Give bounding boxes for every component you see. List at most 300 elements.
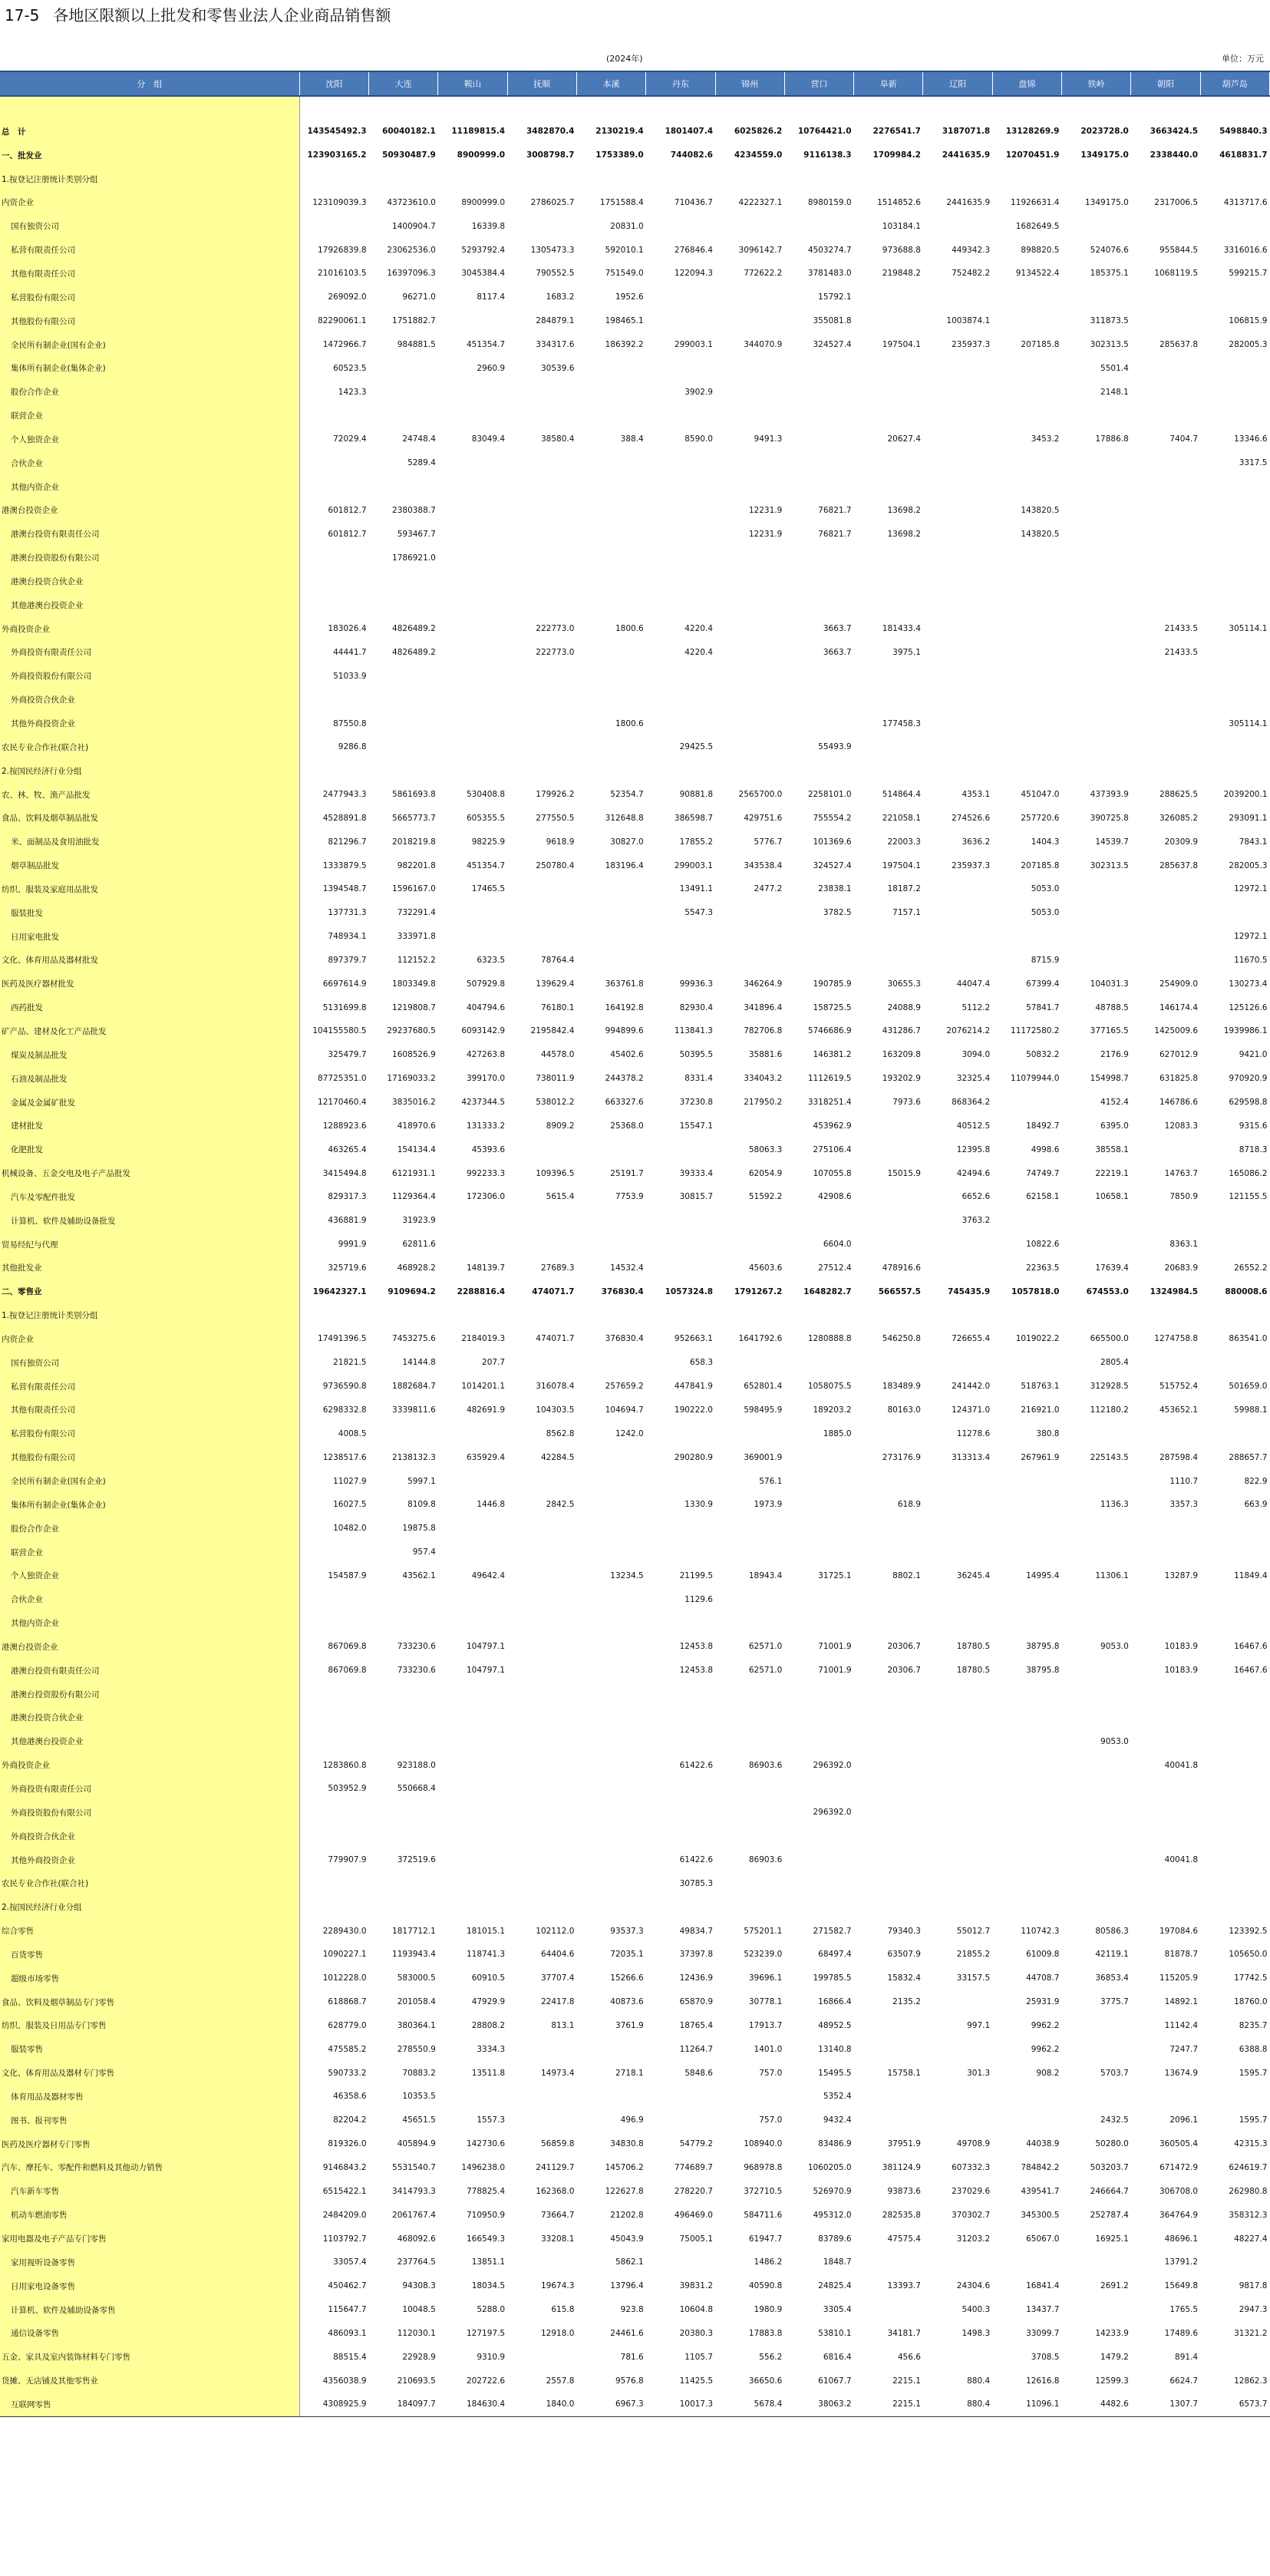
table-cell: 5501.4 xyxy=(1100,363,1129,373)
table-cell: 9962.2 xyxy=(1031,2044,1060,2054)
table-cell: 30539.6 xyxy=(540,363,575,373)
table-cell xyxy=(784,356,853,380)
column-header-city: 锦州 xyxy=(715,71,784,96)
table-cell: 325719.6 xyxy=(328,1263,367,1273)
row-label: 其他有限责任公司 xyxy=(0,1399,299,1422)
table-cell: 992233.3 xyxy=(467,1168,506,1178)
table-cell xyxy=(438,1753,507,1777)
table-cell: 285637.8 xyxy=(1159,860,1199,870)
table-cell xyxy=(299,1303,368,1327)
table-cell: 1765.5 xyxy=(1169,2305,1199,2315)
table-cell: 262980.8 xyxy=(1229,2186,1268,2196)
table-cell: 3096142.7 xyxy=(738,245,783,255)
table-cell xyxy=(715,167,784,191)
table-cell xyxy=(784,380,853,404)
table-cell xyxy=(646,167,715,191)
table-cell xyxy=(992,1091,1061,1115)
table-cell: 503203.7 xyxy=(1090,2162,1129,2172)
table-cell: 217950.2 xyxy=(744,1098,783,1108)
column-header-city: 葫芦岛 xyxy=(1200,71,1269,96)
table-cell xyxy=(507,499,576,523)
table-cell: 2338440.0 xyxy=(1150,150,1199,160)
table-cell: 199785.5 xyxy=(813,1973,852,1983)
table-cell: 59988.1 xyxy=(1234,1405,1268,1415)
table-cell xyxy=(646,1706,715,1730)
row-label: 外商投资有限责任公司 xyxy=(0,1777,299,1801)
table-cell: 22417.8 xyxy=(540,1997,575,2007)
table-cell xyxy=(1131,1871,1200,1895)
table-cell: 778825.4 xyxy=(467,2186,506,2196)
table-cell: 123903165.2 xyxy=(307,150,367,160)
table-cell xyxy=(784,759,853,783)
table-cell xyxy=(992,404,1061,428)
table-cell xyxy=(1131,356,1200,380)
table-row xyxy=(0,120,1270,144)
table-cell xyxy=(923,1683,992,1706)
table-cell: 880008.6 xyxy=(1225,1286,1268,1296)
table-cell: 49834.7 xyxy=(679,1926,713,1936)
table-cell xyxy=(1061,2298,1130,2322)
table-cell xyxy=(715,641,784,665)
table-cell: 145706.2 xyxy=(605,2162,644,2172)
table-cell: 7753.9 xyxy=(615,1192,644,1202)
table-cell: 593467.7 xyxy=(397,529,436,539)
table-cell: 43562.1 xyxy=(402,1570,436,1580)
table-row xyxy=(0,759,1270,783)
table-cell: 346264.9 xyxy=(744,979,783,989)
table-cell xyxy=(438,1777,507,1801)
table-cell: 108940.0 xyxy=(744,2139,783,2149)
table-cell xyxy=(1061,214,1130,238)
table-cell xyxy=(1061,688,1130,712)
table-cell xyxy=(299,1706,368,1730)
table-cell: 17913.7 xyxy=(748,2020,783,2030)
table-cell: 5776.7 xyxy=(754,837,783,847)
table-cell xyxy=(854,1209,923,1233)
table-cell: 1801407.4 xyxy=(665,127,713,137)
table-cell xyxy=(923,475,992,499)
table-cell: 1751882.7 xyxy=(392,316,436,326)
table-cell xyxy=(854,1517,923,1541)
table-cell xyxy=(507,1683,576,1706)
table-cell xyxy=(1131,1611,1200,1635)
table-cell: 745435.9 xyxy=(948,1286,991,1296)
table-cell: 1479.2 xyxy=(1100,2352,1129,2362)
table-cell xyxy=(854,2085,923,2109)
table-cell: 733230.6 xyxy=(397,1642,436,1652)
table-cell: 57841.7 xyxy=(1026,1002,1060,1012)
table-cell xyxy=(646,309,715,333)
table-cell: 96271.0 xyxy=(402,292,436,302)
table-cell: 1105.7 xyxy=(684,2352,713,2362)
table-cell: 376830.4 xyxy=(605,1334,644,1344)
table-cell xyxy=(923,2345,992,2369)
table-cell: 45651.5 xyxy=(402,2115,436,2125)
table-cell: 333971.8 xyxy=(397,932,436,942)
table-cell xyxy=(923,877,992,901)
table-cell: 50832.2 xyxy=(1026,1050,1060,1060)
table-cell xyxy=(646,475,715,499)
table-cell xyxy=(923,1541,992,1564)
table-cell: 3708.5 xyxy=(1031,2352,1060,2362)
table-cell: 344070.9 xyxy=(744,340,783,350)
table-cell: 1514852.6 xyxy=(877,197,921,207)
table-cell: 390725.8 xyxy=(1090,813,1129,823)
table-cell xyxy=(438,96,507,120)
table-cell xyxy=(1061,735,1130,759)
table-cell: 197504.1 xyxy=(882,340,921,350)
table-cell: 11096.1 xyxy=(1026,2399,1060,2409)
table-cell: 1068119.5 xyxy=(1154,269,1199,279)
table-cell: 25931.9 xyxy=(1026,1997,1060,2007)
table-cell xyxy=(438,499,507,523)
table-cell: 65870.9 xyxy=(679,1997,713,2007)
table-row xyxy=(0,1943,1270,1967)
table-cell xyxy=(715,1777,784,1801)
table-row xyxy=(0,1114,1270,1138)
table-cell xyxy=(992,356,1061,380)
table-cell xyxy=(1200,1422,1269,1445)
table-row xyxy=(0,356,1270,380)
table-cell: 16467.6 xyxy=(1234,1666,1268,1676)
table-cell xyxy=(507,451,576,475)
table-row xyxy=(0,593,1270,617)
table-cell xyxy=(923,1990,992,2014)
table-cell: 67399.4 xyxy=(1026,979,1060,989)
table-cell xyxy=(784,214,853,238)
table-cell: 17883.8 xyxy=(748,2328,783,2338)
table-cell xyxy=(646,1683,715,1706)
table-cell: 278550.9 xyxy=(397,2044,436,2054)
table-cell: 82204.2 xyxy=(333,2115,367,2125)
table-cell: 12231.9 xyxy=(748,505,783,515)
table-row xyxy=(0,1399,1270,1422)
row-label: 外商投资企业 xyxy=(0,617,299,641)
table-cell xyxy=(507,1848,576,1872)
table-cell: 9991.9 xyxy=(338,1240,367,1250)
table-cell: 44047.4 xyxy=(956,979,991,989)
table-cell: 3334.3 xyxy=(477,2044,506,2054)
table-cell: 61067.7 xyxy=(818,2376,852,2386)
table-cell xyxy=(715,1825,784,1848)
table-cell: 10658.1 xyxy=(1095,1192,1129,1202)
table-cell: 829317.3 xyxy=(328,1192,367,1202)
table-cell: 4313717.6 xyxy=(1223,197,1268,207)
table-cell: 17926839.8 xyxy=(318,245,367,255)
table-cell xyxy=(992,759,1061,783)
sales-table xyxy=(0,71,1270,2416)
table-cell: 1219808.7 xyxy=(392,1002,436,1012)
table-cell xyxy=(1061,593,1130,617)
table-cell: 1753389.0 xyxy=(595,150,644,160)
table-cell: 474071.7 xyxy=(536,1334,575,1344)
table-cell: 93873.6 xyxy=(887,2186,921,2196)
table-row xyxy=(0,1587,1270,1611)
table-cell xyxy=(369,688,438,712)
table-cell: 276846.4 xyxy=(674,245,713,255)
table-header-row xyxy=(0,71,1270,96)
table-cell: 13698.2 xyxy=(887,529,921,539)
table-cell xyxy=(1131,1683,1200,1706)
table-cell: 30778.1 xyxy=(748,1997,783,2007)
table-cell: 148139.7 xyxy=(467,1263,506,1273)
column-header-city: 朝阳 xyxy=(1131,71,1200,96)
table-cell xyxy=(507,404,576,428)
table-cell: 5746686.9 xyxy=(807,1026,852,1036)
table-cell: 29237680.5 xyxy=(387,1026,436,1036)
table-cell: 2718.1 xyxy=(615,2068,644,2078)
table-cell xyxy=(992,1209,1061,1233)
row-label: 烟草制品批发 xyxy=(0,854,299,877)
table-row xyxy=(0,1351,1270,1375)
table-cell xyxy=(784,546,853,570)
row-label: 港澳台投资有限责任公司 xyxy=(0,522,299,546)
table-cell xyxy=(715,1587,784,1611)
table-cell xyxy=(369,664,438,688)
table-cell xyxy=(923,570,992,593)
column-header-city: 抚顺 xyxy=(507,71,576,96)
table-cell: 42119.1 xyxy=(1095,1950,1129,1960)
table-cell: 4220.4 xyxy=(684,624,713,634)
table-cell: 6395.0 xyxy=(1100,1121,1129,1131)
row-label: 五金、家具及室内装饰材料专门零售 xyxy=(0,2345,299,2369)
table-cell: 2565700.0 xyxy=(738,790,783,800)
table-cell: 127197.5 xyxy=(467,2328,506,2338)
table-cell xyxy=(784,664,853,688)
table-cell xyxy=(992,1777,1061,1801)
table-cell xyxy=(1131,1541,1200,1564)
table-cell xyxy=(438,475,507,499)
table-cell: 2215.1 xyxy=(892,2399,921,2409)
table-cell xyxy=(1061,641,1130,665)
row-label: 互联网零售 xyxy=(0,2393,299,2416)
table-cell: 377165.5 xyxy=(1090,1026,1129,1036)
table-cell: 71001.9 xyxy=(818,1642,852,1652)
table-cell xyxy=(576,759,645,783)
table-cell: 154587.9 xyxy=(328,1570,367,1580)
table-cell: 15547.1 xyxy=(679,1121,713,1131)
table-cell xyxy=(992,167,1061,191)
table-cell: 584711.6 xyxy=(744,2210,783,2220)
table-row xyxy=(0,96,1270,120)
table-cell: 20309.9 xyxy=(1164,837,1199,847)
table-cell xyxy=(507,1303,576,1327)
table-cell xyxy=(438,1233,507,1257)
table-cell: 5053.0 xyxy=(1031,884,1060,894)
table-cell xyxy=(992,475,1061,499)
table-cell xyxy=(576,877,645,901)
table-cell: 15649.8 xyxy=(1164,2281,1199,2291)
table-cell xyxy=(507,570,576,593)
table-cell: 293091.1 xyxy=(1229,813,1268,823)
table-cell: 30827.0 xyxy=(610,837,644,847)
table-cell xyxy=(507,1209,576,1233)
table-cell: 18943.4 xyxy=(748,1570,783,1580)
table-cell: 9576.8 xyxy=(615,2376,644,2386)
table-cell: 1012228.0 xyxy=(322,1973,367,1983)
table-cell: 2135.2 xyxy=(892,1997,921,2007)
table-cell: 51592.2 xyxy=(748,1192,783,1202)
table-cell: 12083.3 xyxy=(1164,1121,1199,1131)
row-label: 纺织、服装及日用品专门零售 xyxy=(0,2014,299,2038)
table-cell xyxy=(1061,1659,1130,1683)
table-cell xyxy=(1131,1303,1200,1327)
table-cell xyxy=(923,759,992,783)
row-label: 国有独资公司 xyxy=(0,1351,299,1375)
table-cell xyxy=(715,451,784,475)
table-cell xyxy=(854,1303,923,1327)
table-cell xyxy=(784,949,853,973)
table-cell: 1129364.4 xyxy=(392,1192,436,1202)
table-cell: 3415494.8 xyxy=(322,1168,367,1178)
table-cell: 710436.7 xyxy=(674,197,713,207)
table-cell xyxy=(1200,1729,1269,1753)
table-cell xyxy=(1200,1753,1269,1777)
table-cell xyxy=(576,1895,645,1919)
table-cell: 3357.3 xyxy=(1169,1500,1199,1510)
table-cell: 1280888.8 xyxy=(807,1334,852,1344)
table-row xyxy=(0,404,1270,428)
table-cell xyxy=(438,641,507,665)
table-cell: 530408.8 xyxy=(467,790,506,800)
table-cell: 241442.0 xyxy=(952,1382,991,1392)
table-cell: 3975.1 xyxy=(892,647,921,657)
table-cell: 2130219.4 xyxy=(595,127,644,137)
table-cell: 7404.7 xyxy=(1169,434,1199,444)
table-cell xyxy=(507,1233,576,1257)
table-cell xyxy=(646,214,715,238)
table-cell: 1283860.8 xyxy=(322,1760,367,1770)
table-cell xyxy=(715,570,784,593)
table-cell: 4008.5 xyxy=(338,1428,367,1438)
table-cell xyxy=(369,735,438,759)
table-cell: 665500.0 xyxy=(1090,1334,1129,1344)
table-cell: 3775.7 xyxy=(1100,1997,1129,2007)
table-cell xyxy=(507,735,576,759)
table-row xyxy=(0,1445,1270,1469)
table-cell: 334043.2 xyxy=(744,1074,783,1084)
table-cell: 2061767.4 xyxy=(392,2210,436,2220)
table-cell: 1608526.9 xyxy=(392,1050,436,1060)
table-cell xyxy=(923,1848,992,1872)
table-cell: 13393.7 xyxy=(887,2281,921,2291)
table-cell xyxy=(576,1635,645,1659)
table-cell xyxy=(923,901,992,925)
table-cell xyxy=(923,712,992,735)
table-cell xyxy=(369,1683,438,1706)
table-cell: 31923.9 xyxy=(402,1216,436,1226)
table-cell: 30785.3 xyxy=(679,1878,713,1888)
table-cell: 5053.0 xyxy=(1031,908,1060,918)
row-label: 2.按国民经济行业分组 xyxy=(0,1895,299,1919)
table-cell: 451354.7 xyxy=(467,340,506,350)
table-cell: 5678.4 xyxy=(754,2399,783,2409)
table-cell: 923188.0 xyxy=(397,1760,436,1770)
table-cell xyxy=(854,1683,923,1706)
row-label: 机械设备、五金交电及电子产品批发 xyxy=(0,1161,299,1185)
table-cell xyxy=(992,641,1061,665)
table-cell: 10017.3 xyxy=(679,2399,713,2409)
table-cell xyxy=(854,167,923,191)
row-label: 联营企业 xyxy=(0,1541,299,1564)
table-cell xyxy=(438,570,507,593)
table-cell xyxy=(507,546,576,570)
table-cell: 5352.4 xyxy=(823,2092,852,2102)
table-cell: 222773.0 xyxy=(536,624,575,634)
table-cell: 50280.0 xyxy=(1095,2139,1129,2149)
table-cell: 3317.5 xyxy=(1239,458,1268,468)
table-row xyxy=(0,854,1270,877)
row-label: 食品、饮料及烟草制品专门零售 xyxy=(0,1990,299,2014)
table-cell: 10353.5 xyxy=(402,2092,436,2102)
table-cell xyxy=(1131,1777,1200,1801)
table-cell: 627012.9 xyxy=(1159,1050,1199,1060)
table-cell xyxy=(992,1825,1061,1848)
row-label: 联营企业 xyxy=(0,404,299,428)
row-label: 文化、体育用品及器材专门零售 xyxy=(0,2061,299,2085)
table-cell: 18492.7 xyxy=(1026,1121,1060,1131)
table-cell: 102112.0 xyxy=(536,1926,575,1936)
table-cell xyxy=(1131,925,1200,949)
table-cell: 14144.8 xyxy=(402,1358,436,1368)
table-cell: 3636.2 xyxy=(962,837,991,847)
table-cell: 76180.1 xyxy=(540,1002,575,1012)
table-cell xyxy=(507,1753,576,1777)
table-cell xyxy=(854,404,923,428)
table-cell: 628779.0 xyxy=(328,2020,367,2030)
table-cell: 207185.8 xyxy=(1021,340,1060,350)
table-cell xyxy=(507,2251,576,2274)
row-label: 医药及医疗器材专门零售 xyxy=(0,2132,299,2156)
table-cell xyxy=(438,1303,507,1327)
table-cell xyxy=(646,522,715,546)
table-cell: 17886.8 xyxy=(1095,434,1129,444)
table-cell: 48952.5 xyxy=(818,2020,852,2030)
table-cell xyxy=(992,546,1061,570)
table-cell xyxy=(1061,1706,1130,1730)
table-cell xyxy=(507,1706,576,1730)
table-cell: 123392.5 xyxy=(1229,1926,1268,1936)
table-row xyxy=(0,1729,1270,1753)
table-cell xyxy=(715,1541,784,1564)
table-cell: 106815.9 xyxy=(1229,316,1268,326)
table-cell: 546250.8 xyxy=(882,1334,921,1344)
table-cell: 1496238.0 xyxy=(461,2162,506,2172)
table-cell xyxy=(715,617,784,641)
table-cell xyxy=(1131,475,1200,499)
table-cell: 9736590.8 xyxy=(322,1382,367,1392)
table-cell: 158725.5 xyxy=(813,1002,852,1012)
table-cell: 61947.7 xyxy=(748,2234,783,2244)
table-cell xyxy=(715,1871,784,1895)
table-cell: 1136.3 xyxy=(1100,1500,1129,1510)
table-cell xyxy=(1200,2251,1269,2274)
table-cell: 12972.1 xyxy=(1234,884,1268,894)
table-row xyxy=(0,546,1270,570)
table-cell: 123109039.3 xyxy=(312,197,367,207)
table-cell xyxy=(1131,546,1200,570)
row-label: 合伙企业 xyxy=(0,1587,299,1611)
table-cell xyxy=(1200,380,1269,404)
table-row xyxy=(0,262,1270,286)
table-cell: 90881.8 xyxy=(679,790,713,800)
table-cell xyxy=(1131,451,1200,475)
row-label: 建材批发 xyxy=(0,1114,299,1138)
table-cell xyxy=(507,2345,576,2369)
table-cell: 222773.0 xyxy=(536,647,575,657)
column-header-city: 本溪 xyxy=(576,71,645,96)
table-cell: 39333.4 xyxy=(679,1168,713,1178)
